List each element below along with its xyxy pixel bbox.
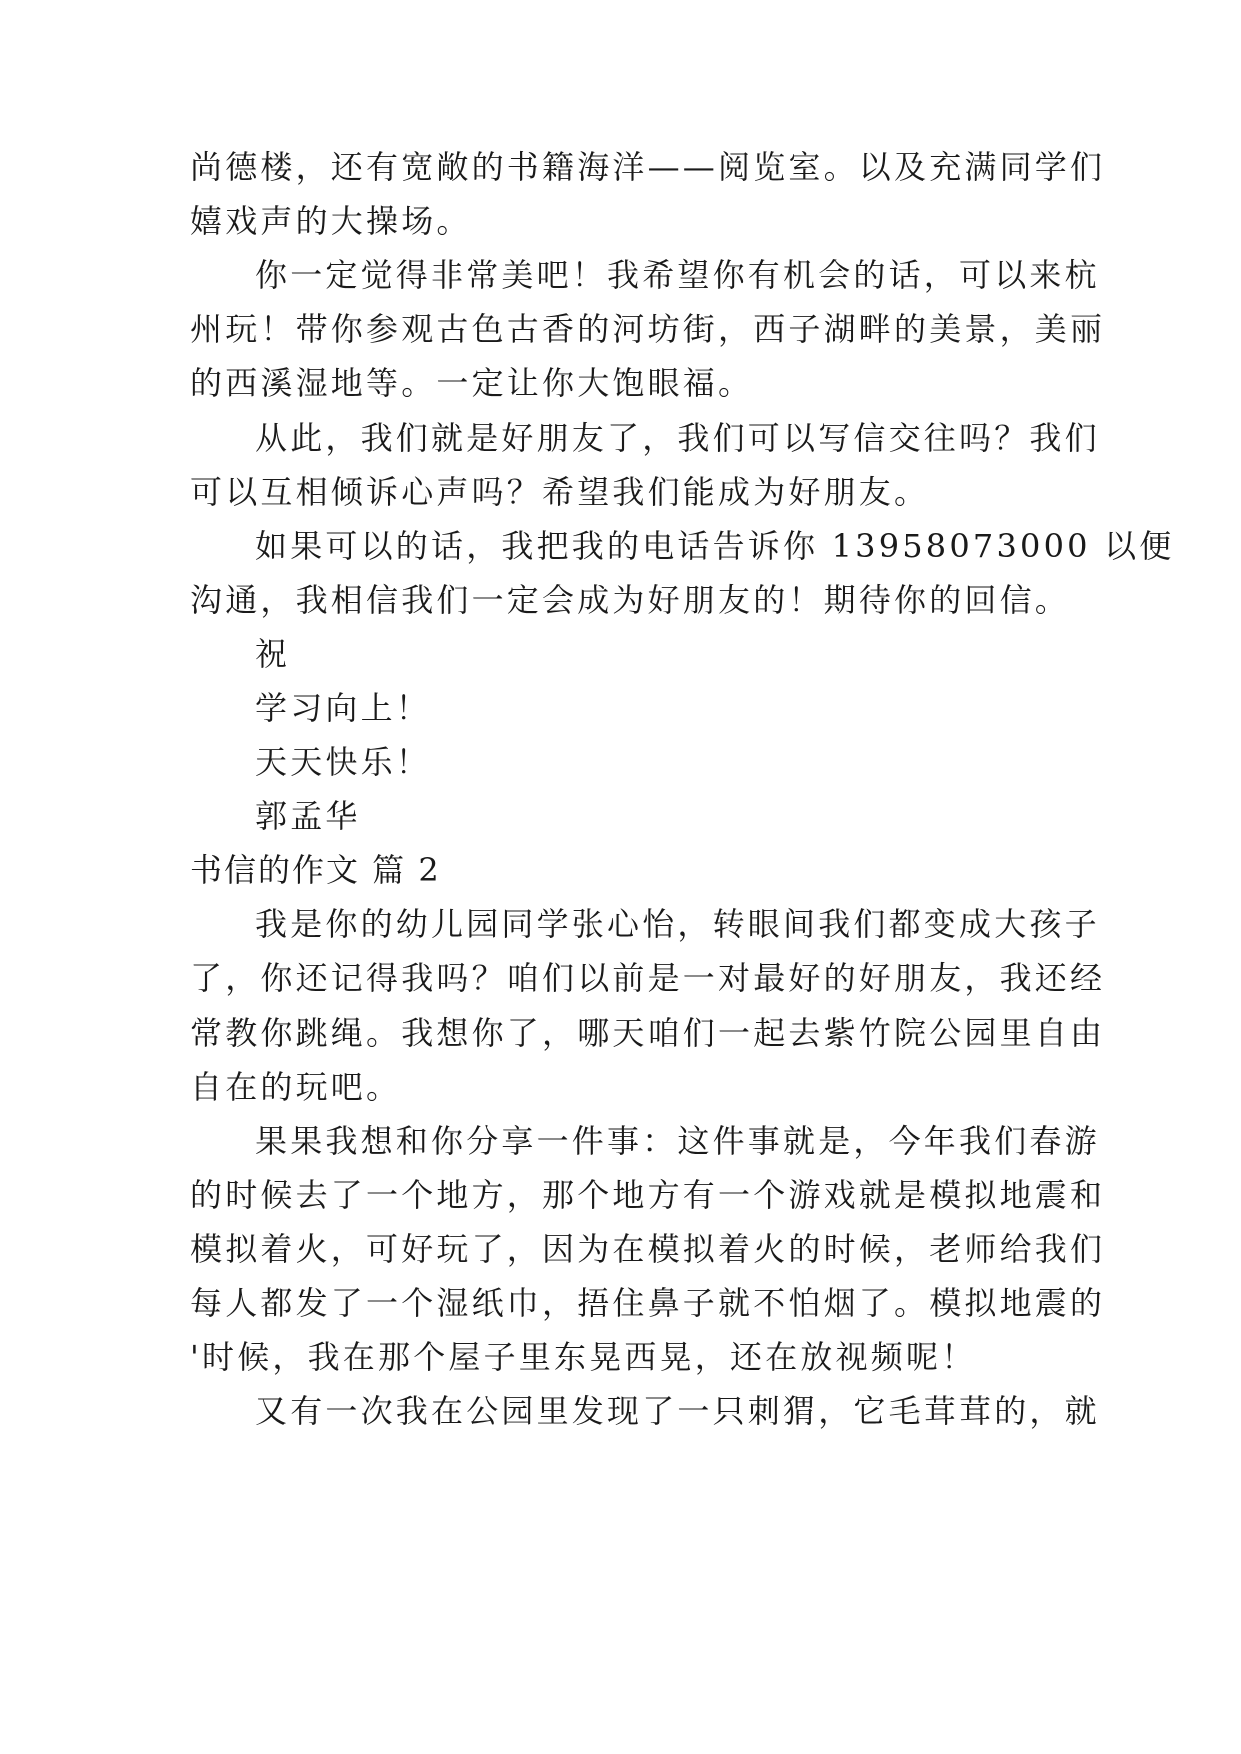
text-line: 的时候去了一个地方，那个地方有一个游戏就是模拟地震和: [190, 1176, 1106, 1214]
closing-salutation: 祝: [255, 635, 291, 673]
paragraph-start: 从此，我们就是好朋友了，我们可以写信交往吗？我们: [255, 419, 1100, 457]
paragraph-start: 果果我想和你分享一件事：这件事就是，今年我们春游: [255, 1122, 1100, 1160]
paragraph-start: 如果可以的话，我把我的电话告诉你 13958073000 以便: [255, 527, 1175, 565]
text-line: '时候，我在那个屋子里东晃西晃，还在放视频呢！: [190, 1338, 977, 1376]
signature-name: 郭孟华: [255, 797, 361, 835]
text-line: 可以互相倾诉心声吗？希望我们能成为好朋友。: [190, 473, 930, 511]
paragraph-start: 你一定觉得非常美吧！我希望你有机会的话，可以来杭: [255, 256, 1100, 294]
text-line: 尚德楼，还有宽敞的书籍海洋——阅览室。以及充满同学们: [190, 148, 1106, 186]
closing-wish: 学习向上！: [255, 689, 432, 727]
closing-wish: 天天快乐！: [255, 743, 432, 781]
paragraph-start: 我是你的幼儿园同学张心怡，转眼间我们都变成大孩子: [255, 905, 1100, 943]
text-line: 每人都发了一个湿纸巾，捂住鼻子就不怕烟了。模拟地震的: [190, 1284, 1106, 1322]
text-line: 州玩！带你参观古色古香的河坊街，西子湖畔的美景，美丽: [190, 310, 1106, 348]
text-line: 常教你跳绳。我想你了，哪天咱们一起去紫竹院公园里自由: [190, 1014, 1106, 1052]
text-line: 模拟着火，可好玩了，因为在模拟着火的时候，老师给我们: [190, 1230, 1106, 1268]
section-heading: 书信的作文 篇 2: [190, 851, 441, 889]
text-line: 嬉戏声的大操场。: [190, 202, 472, 240]
text-line: 了，你还记得我吗？咱们以前是一对最好的好朋友，我还经: [190, 959, 1106, 997]
text-line: 沟通，我相信我们一定会成为好朋友的！期待你的回信。: [190, 581, 1071, 619]
text-line: 自在的玩吧。: [190, 1068, 402, 1106]
text-line: 的西溪湿地等。一定让你大饱眼福。: [190, 364, 754, 402]
paragraph-start: 又有一次我在公园里发现了一只刺猬，它毛茸茸的，就: [255, 1392, 1100, 1430]
